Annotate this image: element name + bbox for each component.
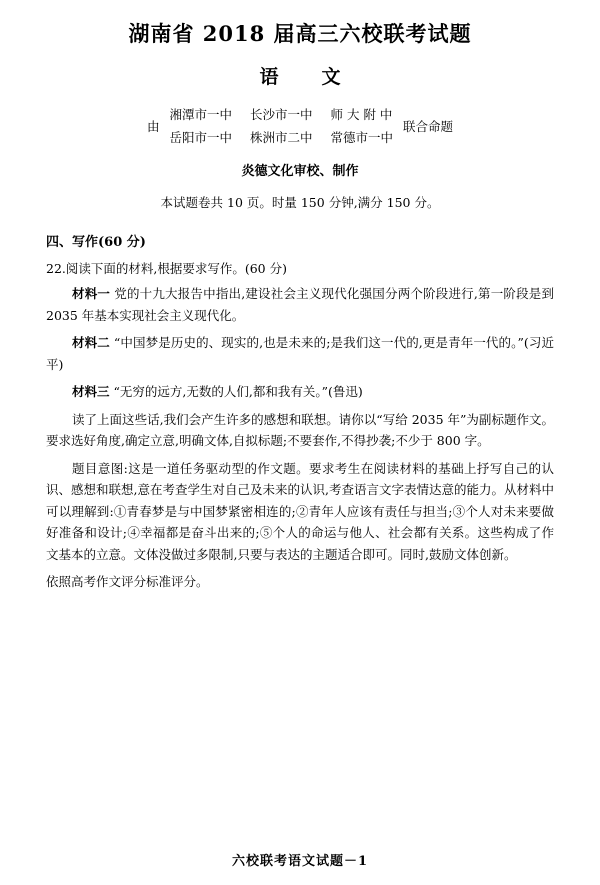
schools-rows bbox=[169, 105, 393, 146]
material-2-text: “中国梦是历史的、现实的,也是未来的;是我们这一代的,更是青年一代的。”(习近平) bbox=[46, 335, 554, 372]
section-heading: 四、写作(60 分) bbox=[46, 235, 146, 250]
material-3-text: “无穷的远方,无数的人们,都和我有关。”(鲁迅) bbox=[113, 384, 363, 399]
question-intent: 题目意图:这是一道任务驱动型的作文题。要求考生在阅读材料的基础上抒写自己的认识、感想和联想,意在考查学生对自己及未来的认识,考查语言文字表情达意的能力。从材料中可以理解到:①青春梦是与中国梦紧密相连的;②青年人应该有责任与担当;③个人对未来要做好准备和设计;④幸福都是奋斗出来的;⑤个人的命运与他人、社会都有关系。这些构成了作文基本的立意。文体没做过多限制,只要与表达的主题适合即可。同时,鼓励文体创新。 bbox=[46, 460, 554, 562]
schools-block bbox=[46, 105, 554, 146]
material-1-text: 党的十九大报告中指出,建设社会主义现代化强国分两个阶段进行,第一阶段是到 2035 年基本实现社会主义现代化。 bbox=[46, 286, 554, 323]
audit-line: 炎德文化审校、制作 bbox=[241, 164, 359, 179]
material-1-label: 材料一 bbox=[72, 286, 111, 301]
schools-row-2 bbox=[169, 128, 393, 146]
material-3 bbox=[46, 381, 554, 403]
school-name: 湘潭市一中 bbox=[169, 107, 232, 122]
school-name: 株洲市二中 bbox=[249, 130, 313, 145]
school-name: 岳阳市一中 bbox=[169, 130, 232, 145]
by-label: 由 bbox=[146, 118, 160, 134]
school-name: 长沙市一中 bbox=[249, 107, 313, 122]
joint-label: 联合命题 bbox=[403, 118, 454, 134]
writing-prompt: 读了上面这些话,我们会产生许多的感想和联想。请你以“写给 2035 年”为副标题作文。要求选好角度,确定立意,明确文体,自拟标题;不要套作,不得抄袭;不少于 800 字。 bbox=[46, 411, 554, 448]
exam-note: 本试题卷共 10 页。时量 150 分钟,满分 150 分。 bbox=[160, 195, 440, 210]
page-footer: 六校联考语文试题－1 bbox=[231, 854, 369, 869]
question-line: 22.阅读下面的材料,根据要求写作。(60 分) bbox=[46, 261, 287, 276]
subject-title: 语 文 bbox=[259, 66, 353, 88]
material-2 bbox=[46, 332, 554, 375]
material-1 bbox=[46, 283, 554, 326]
material-2-label: 材料二 bbox=[72, 335, 110, 350]
material-3-label: 材料三 bbox=[72, 384, 110, 399]
page-title: 湖南省 2018 届高三六校联考试题 bbox=[128, 21, 472, 46]
school-name: 师 大 附 中 bbox=[330, 107, 393, 122]
schools-row-1 bbox=[169, 105, 393, 123]
scoring-note: 依照高考作文评分标准评分。 bbox=[46, 574, 209, 589]
school-name: 常德市一中 bbox=[330, 130, 394, 145]
document-page bbox=[0, 18, 600, 885]
